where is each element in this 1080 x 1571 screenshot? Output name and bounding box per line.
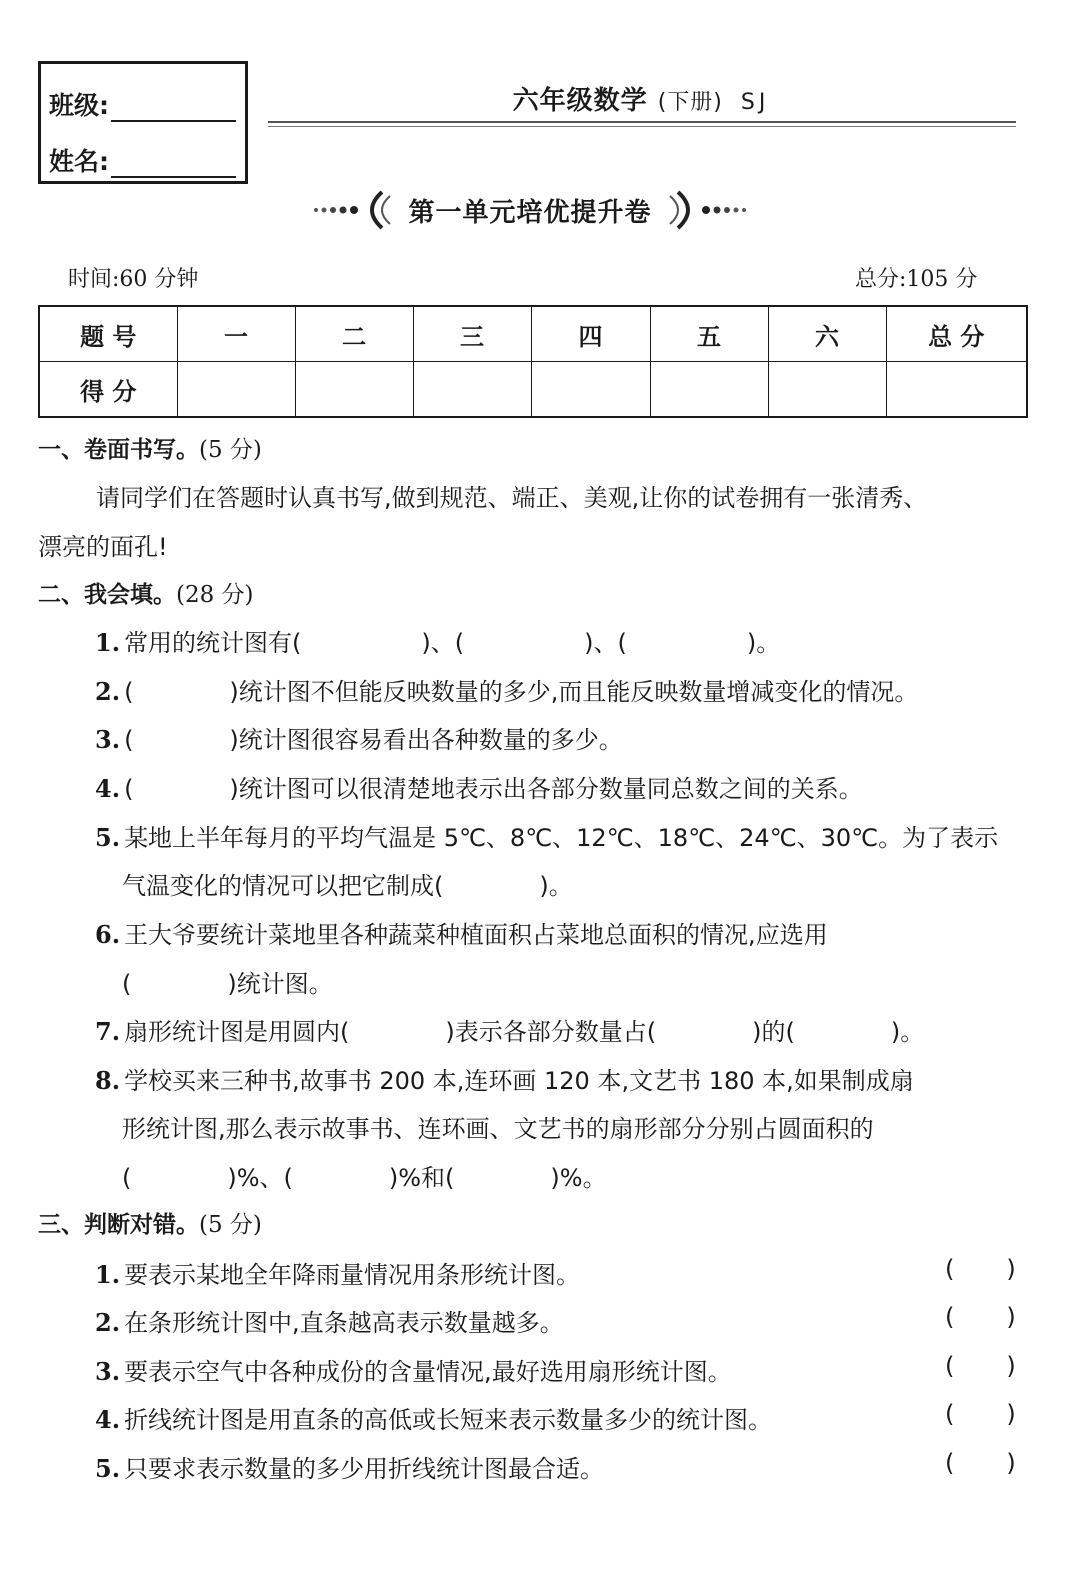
score-table bbox=[38, 305, 1028, 418]
question-number: 2. bbox=[95, 1308, 121, 1337]
score-row-label: 得 分 bbox=[39, 362, 177, 418]
question-item[interactable] bbox=[95, 1012, 924, 1047]
section-2-points: (28 分) bbox=[176, 582, 254, 608]
question-number: 3. bbox=[95, 1357, 121, 1386]
question-continuation: 形统计图,那么表示故事书、连环画、文艺书的扇形部分分别占圆面积的 bbox=[122, 1115, 874, 1143]
table-header-cell: 六 bbox=[768, 306, 886, 362]
question-number: 3. bbox=[95, 725, 121, 754]
table-header-cell: 总 分 bbox=[886, 306, 1027, 362]
question-number: 4. bbox=[95, 1405, 121, 1434]
section-3-heading bbox=[38, 1206, 262, 1239]
answer-paren[interactable]: ( ) bbox=[945, 1255, 1016, 1283]
name-blank[interactable] bbox=[111, 154, 236, 178]
table-header-cell: 三 bbox=[413, 306, 531, 362]
question-item[interactable] bbox=[95, 818, 998, 853]
question-text: 常用的统计图有( )、( )、( )。 bbox=[124, 629, 781, 657]
table-header-cell: 一 bbox=[177, 306, 295, 362]
question-number: 7. bbox=[95, 1017, 121, 1046]
question-text: 在条形统计图中,直条越高表示数量越多。 bbox=[124, 1309, 564, 1337]
score-cell[interactable] bbox=[650, 362, 768, 418]
question-text: 要表示某地全年降雨量情况用条形统计图。 bbox=[124, 1261, 581, 1289]
question-item[interactable] bbox=[95, 769, 863, 804]
total-score: 总分:105 分 bbox=[855, 267, 978, 292]
section-2-heading bbox=[38, 576, 254, 609]
subject-title: 六年级数学 bbox=[512, 86, 648, 116]
edition-code: SJ bbox=[740, 90, 770, 115]
answer-paren[interactable]: ( ) bbox=[945, 1400, 1016, 1428]
question-continuation[interactable]: ( )统计图。 bbox=[122, 970, 333, 998]
question-text: 王大爷要统计菜地里各种蔬菜种植面积占菜地总面积的情况,应选用 bbox=[124, 921, 828, 949]
question-text: 学校买来三种书,故事书 200 本,连环画 120 本,文艺书 180 本,如果制成扇 bbox=[124, 1067, 914, 1095]
question-item[interactable] bbox=[95, 720, 623, 755]
class-label: 班级: bbox=[49, 91, 109, 120]
title-rule-thin bbox=[268, 126, 1016, 127]
judge-item bbox=[95, 1400, 772, 1435]
question-text: ( )统计图可以很清楚地表示出各部分数量同总数之间的关系。 bbox=[124, 775, 863, 803]
section-2-title: 二、我会填。 bbox=[38, 582, 176, 608]
question-text: 扇形统计图是用圆内( )表示各部分数量占( )的( )。 bbox=[124, 1018, 925, 1046]
section-1-title: 一、卷面书写。 bbox=[38, 437, 199, 463]
score-cell[interactable] bbox=[531, 362, 650, 418]
table-header-row bbox=[39, 306, 1027, 362]
student-info-box bbox=[38, 61, 248, 184]
section-3-title: 三、判断对错。 bbox=[38, 1212, 199, 1238]
question-number: 6. bbox=[95, 920, 121, 949]
judge-item bbox=[95, 1449, 604, 1484]
section-1-heading bbox=[38, 431, 262, 464]
question-text: 要表示空气中各种成份的含量情况,最好选用扇形统计图。 bbox=[124, 1358, 732, 1386]
question-item[interactable] bbox=[95, 915, 828, 950]
name-field[interactable] bbox=[49, 142, 236, 178]
question-item[interactable] bbox=[95, 623, 780, 658]
question-number: 8. bbox=[95, 1066, 121, 1095]
question-continuation[interactable]: 气温变化的情况可以把它制成( )。 bbox=[122, 872, 573, 900]
question-text: ( )统计图很容易看出各种数量的多少。 bbox=[124, 726, 623, 754]
table-header-cell: 二 bbox=[295, 306, 413, 362]
score-cell[interactable] bbox=[295, 362, 413, 418]
question-number: 1. bbox=[95, 1260, 121, 1289]
score-cell[interactable] bbox=[886, 362, 1027, 418]
unit-banner bbox=[310, 186, 750, 232]
class-field[interactable] bbox=[49, 86, 236, 122]
page-title bbox=[268, 80, 1014, 120]
time-limit: 时间:60 分钟 bbox=[68, 267, 199, 292]
question-number: 5. bbox=[95, 1454, 121, 1483]
title-rule bbox=[268, 121, 1016, 123]
question-text: 折线统计图是用直条的高低或长短来表示数量多少的统计图。 bbox=[124, 1406, 773, 1434]
section-1-points: (5 分) bbox=[199, 437, 262, 463]
section-1-text-line1: 请同学们在答题时认真书写,做到规范、端正、美观,让你的试卷拥有一张清秀、 bbox=[96, 484, 928, 512]
table-header-cell: 五 bbox=[650, 306, 768, 362]
question-text: 只要求表示数量的多少用折线统计图最合适。 bbox=[124, 1455, 605, 1483]
question-continuation[interactable]: ( )%、( )%和( )%。 bbox=[122, 1164, 607, 1192]
name-label: 姓名: bbox=[49, 147, 109, 176]
score-cell[interactable] bbox=[177, 362, 295, 418]
section-1-text-line2: 漂亮的面孔! bbox=[38, 533, 168, 561]
question-number: 1. bbox=[95, 628, 121, 657]
question-item[interactable] bbox=[95, 1061, 914, 1096]
judge-item bbox=[95, 1303, 564, 1338]
judge-item bbox=[95, 1255, 580, 1290]
question-number: 5. bbox=[95, 823, 121, 852]
score-cell[interactable] bbox=[413, 362, 531, 418]
question-number: 4. bbox=[95, 774, 121, 803]
question-item[interactable] bbox=[95, 672, 918, 707]
answer-paren[interactable]: ( ) bbox=[945, 1352, 1016, 1380]
section-3-points: (5 分) bbox=[199, 1212, 262, 1238]
score-cell[interactable] bbox=[768, 362, 886, 418]
table-score-row bbox=[39, 362, 1027, 418]
answer-paren[interactable]: ( ) bbox=[945, 1449, 1016, 1477]
table-header-cell: 四 bbox=[531, 306, 650, 362]
question-text: ( )统计图不但能反映数量的多少,而且能反映数量增减变化的情况。 bbox=[124, 678, 919, 706]
volume-label: (下册) bbox=[657, 90, 723, 115]
answer-paren[interactable]: ( ) bbox=[945, 1303, 1016, 1331]
class-blank[interactable] bbox=[111, 98, 236, 122]
question-number: 2. bbox=[95, 677, 121, 706]
banner-title: 第一单元培优提升卷 bbox=[408, 198, 652, 228]
table-header-cell: 题 号 bbox=[39, 306, 177, 362]
judge-item bbox=[95, 1352, 732, 1387]
question-text: 某地上半年每月的平均气温是 5℃、8℃、12℃、18℃、24℃、30℃。为了表示 bbox=[124, 824, 999, 852]
